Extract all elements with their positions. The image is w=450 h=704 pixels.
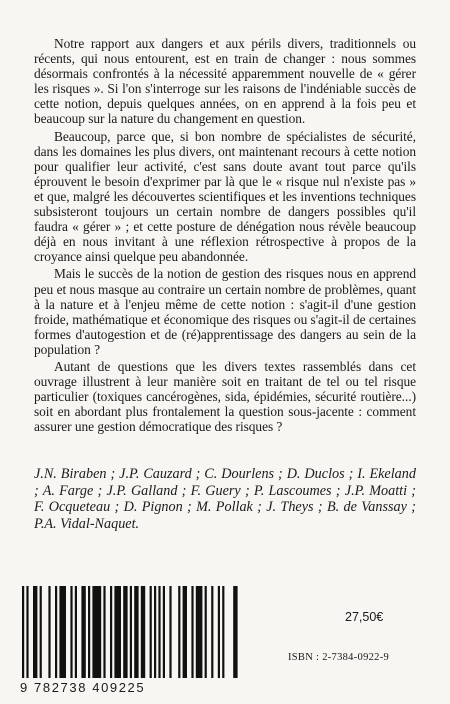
barcode-bar — [178, 586, 180, 678]
barcode-bar — [158, 586, 160, 678]
barcode-number: 9 782738 409225 — [20, 680, 146, 695]
barcode-icon — [20, 586, 240, 678]
author-name: P. Lascoumes — [253, 482, 332, 499]
author-separator: ; — [274, 466, 287, 482]
barcode-bar — [130, 586, 132, 678]
author-name: J.P. Moatti — [344, 482, 408, 499]
barcode-bar — [233, 586, 237, 678]
author-separator: ; — [93, 482, 107, 499]
author-separator: ; — [407, 482, 417, 499]
blurb-paragraph-1: Notre rapport aux dangers et aux périls divers, traditionnels ou récents, qui nous entourent, est en train de changer : nous sommes désormais confrontés à la nécessité apparemment nouvelle de « gérer les risques ». Si l'on s'interroge sur les raisons de l'indéniable succès de cette notion, depuis quelques années, on en apprend à la fois peu et beaucoup sur la nature du changement en question. — [34, 36, 416, 127]
barcode-bar — [169, 586, 171, 678]
barcode-bar — [110, 586, 112, 678]
author-name: C. Dourlens — [204, 466, 275, 482]
barcode-bar — [81, 586, 85, 678]
author-separator: ; — [34, 482, 43, 499]
barcode-bar — [92, 586, 101, 678]
author-name: B. de Vanssay — [326, 499, 407, 516]
barcode-bar — [218, 586, 220, 678]
blurb-paragraph-2: Beaucoup, parce que, si bon nombre de spécialistes de sécurité, dans les domaines les plus divers, ont maintenant recours à cette notion pour qualifier leur activité, c'est sans doute avant tout parce qu'ils éprouvent le besoin d'exprimer par là que le « risque nul n'existe pas » et que, malgré les découvertes scientifiques et les inventions techniques subsisteront toujours un certain nombre de dangers possibles qu'il faudra « gérer » ; et cette posture de dénégation nous révèle beaucoup déjà en nous invitant à une réflexion rétrospective à propos de la croyance ainsi quelque peu abandonnée. — [34, 128, 416, 265]
price-label: 27,50€ — [345, 610, 384, 624]
author-name: F. Guery — [190, 482, 241, 499]
blurb — [34, 36, 416, 436]
author-separator: ; — [177, 482, 191, 499]
barcode-bar — [75, 586, 77, 678]
author-separator: ; — [313, 499, 327, 516]
barcode-bar — [183, 586, 187, 678]
author-separator: ; — [182, 499, 197, 516]
author-name: J.P. Cauzard — [119, 466, 192, 482]
author-name: J. Theys — [266, 499, 314, 516]
isbn-label: ISBN : 2-7384-0922-9 — [288, 652, 390, 663]
barcode-bar — [40, 586, 42, 678]
author-name: J.P. Galland — [106, 482, 178, 499]
author-name: P.A. Vidal-Naquet. — [34, 515, 140, 532]
author-list — [34, 466, 416, 532]
barcode-bar — [154, 586, 156, 678]
barcode-bar — [26, 586, 28, 678]
author-name: I. Ekeland — [357, 466, 416, 482]
barcode-bar — [196, 586, 203, 678]
author-separator: ; — [331, 482, 345, 499]
barcode-bar — [33, 586, 37, 678]
barcode-bar — [211, 586, 213, 678]
author-name: M. Pollak — [196, 499, 253, 516]
author-name: D. Duclos — [286, 466, 345, 482]
author-separator: ; — [110, 499, 124, 516]
barcode-bar — [222, 586, 224, 678]
barcode-bar — [48, 586, 50, 678]
barcode-bar — [163, 586, 165, 678]
barcode-block — [20, 586, 240, 696]
author-separator: ; — [191, 466, 205, 482]
blurb-paragraph-4: Autant de questions que les divers textes rassemblés dans cet ouvrage illustrent à leur manière soit en traitant de tel ou tel risque particulier (toxiques cancérogènes, sida, épidémies, sécurité routière...) soit en abordant plus frontalement la question sous-jacente : comment assurer une gestion démocratique des risques ? — [34, 358, 416, 435]
author-separator: ; — [344, 466, 358, 482]
barcode-bar — [123, 586, 127, 678]
barcode-bar — [59, 586, 66, 678]
author-separator: ; — [106, 466, 120, 482]
barcode-bar — [22, 586, 24, 678]
author-name: D. Pignon — [123, 499, 183, 516]
author-name: F. Ocqueteau — [34, 499, 111, 516]
author-separator: ; — [406, 499, 416, 516]
barcode-bar — [114, 586, 121, 678]
blurb-paragraph-3: Mais le succès de la notion de gestion des risques nous en apprend peu et nous masque au contraire un certain nombre de problèmes, quant à la nature et à l'enjeu même de cette notion : s'agit-il d'une gestion froide, mathématique et économique des risques ou s'agit-il de certaines formes d'autogestion et de (ré)apprentissage des dangers au sein de la population ? — [34, 266, 416, 357]
barcode-bar — [141, 586, 145, 678]
barcode-bar — [205, 586, 207, 678]
author-separator: ; — [252, 499, 267, 516]
barcode-bar — [70, 586, 72, 678]
barcode-bar — [191, 586, 193, 678]
barcode-bar — [134, 586, 138, 678]
author-separator: ; — [240, 482, 254, 499]
barcode-bar — [150, 586, 152, 678]
author-name: A. Farge — [42, 482, 94, 499]
barcode-bar — [88, 586, 90, 678]
barcode-bar — [103, 586, 105, 678]
author-name: J.N. Biraben — [34, 466, 107, 482]
barcode-bar — [55, 586, 57, 678]
